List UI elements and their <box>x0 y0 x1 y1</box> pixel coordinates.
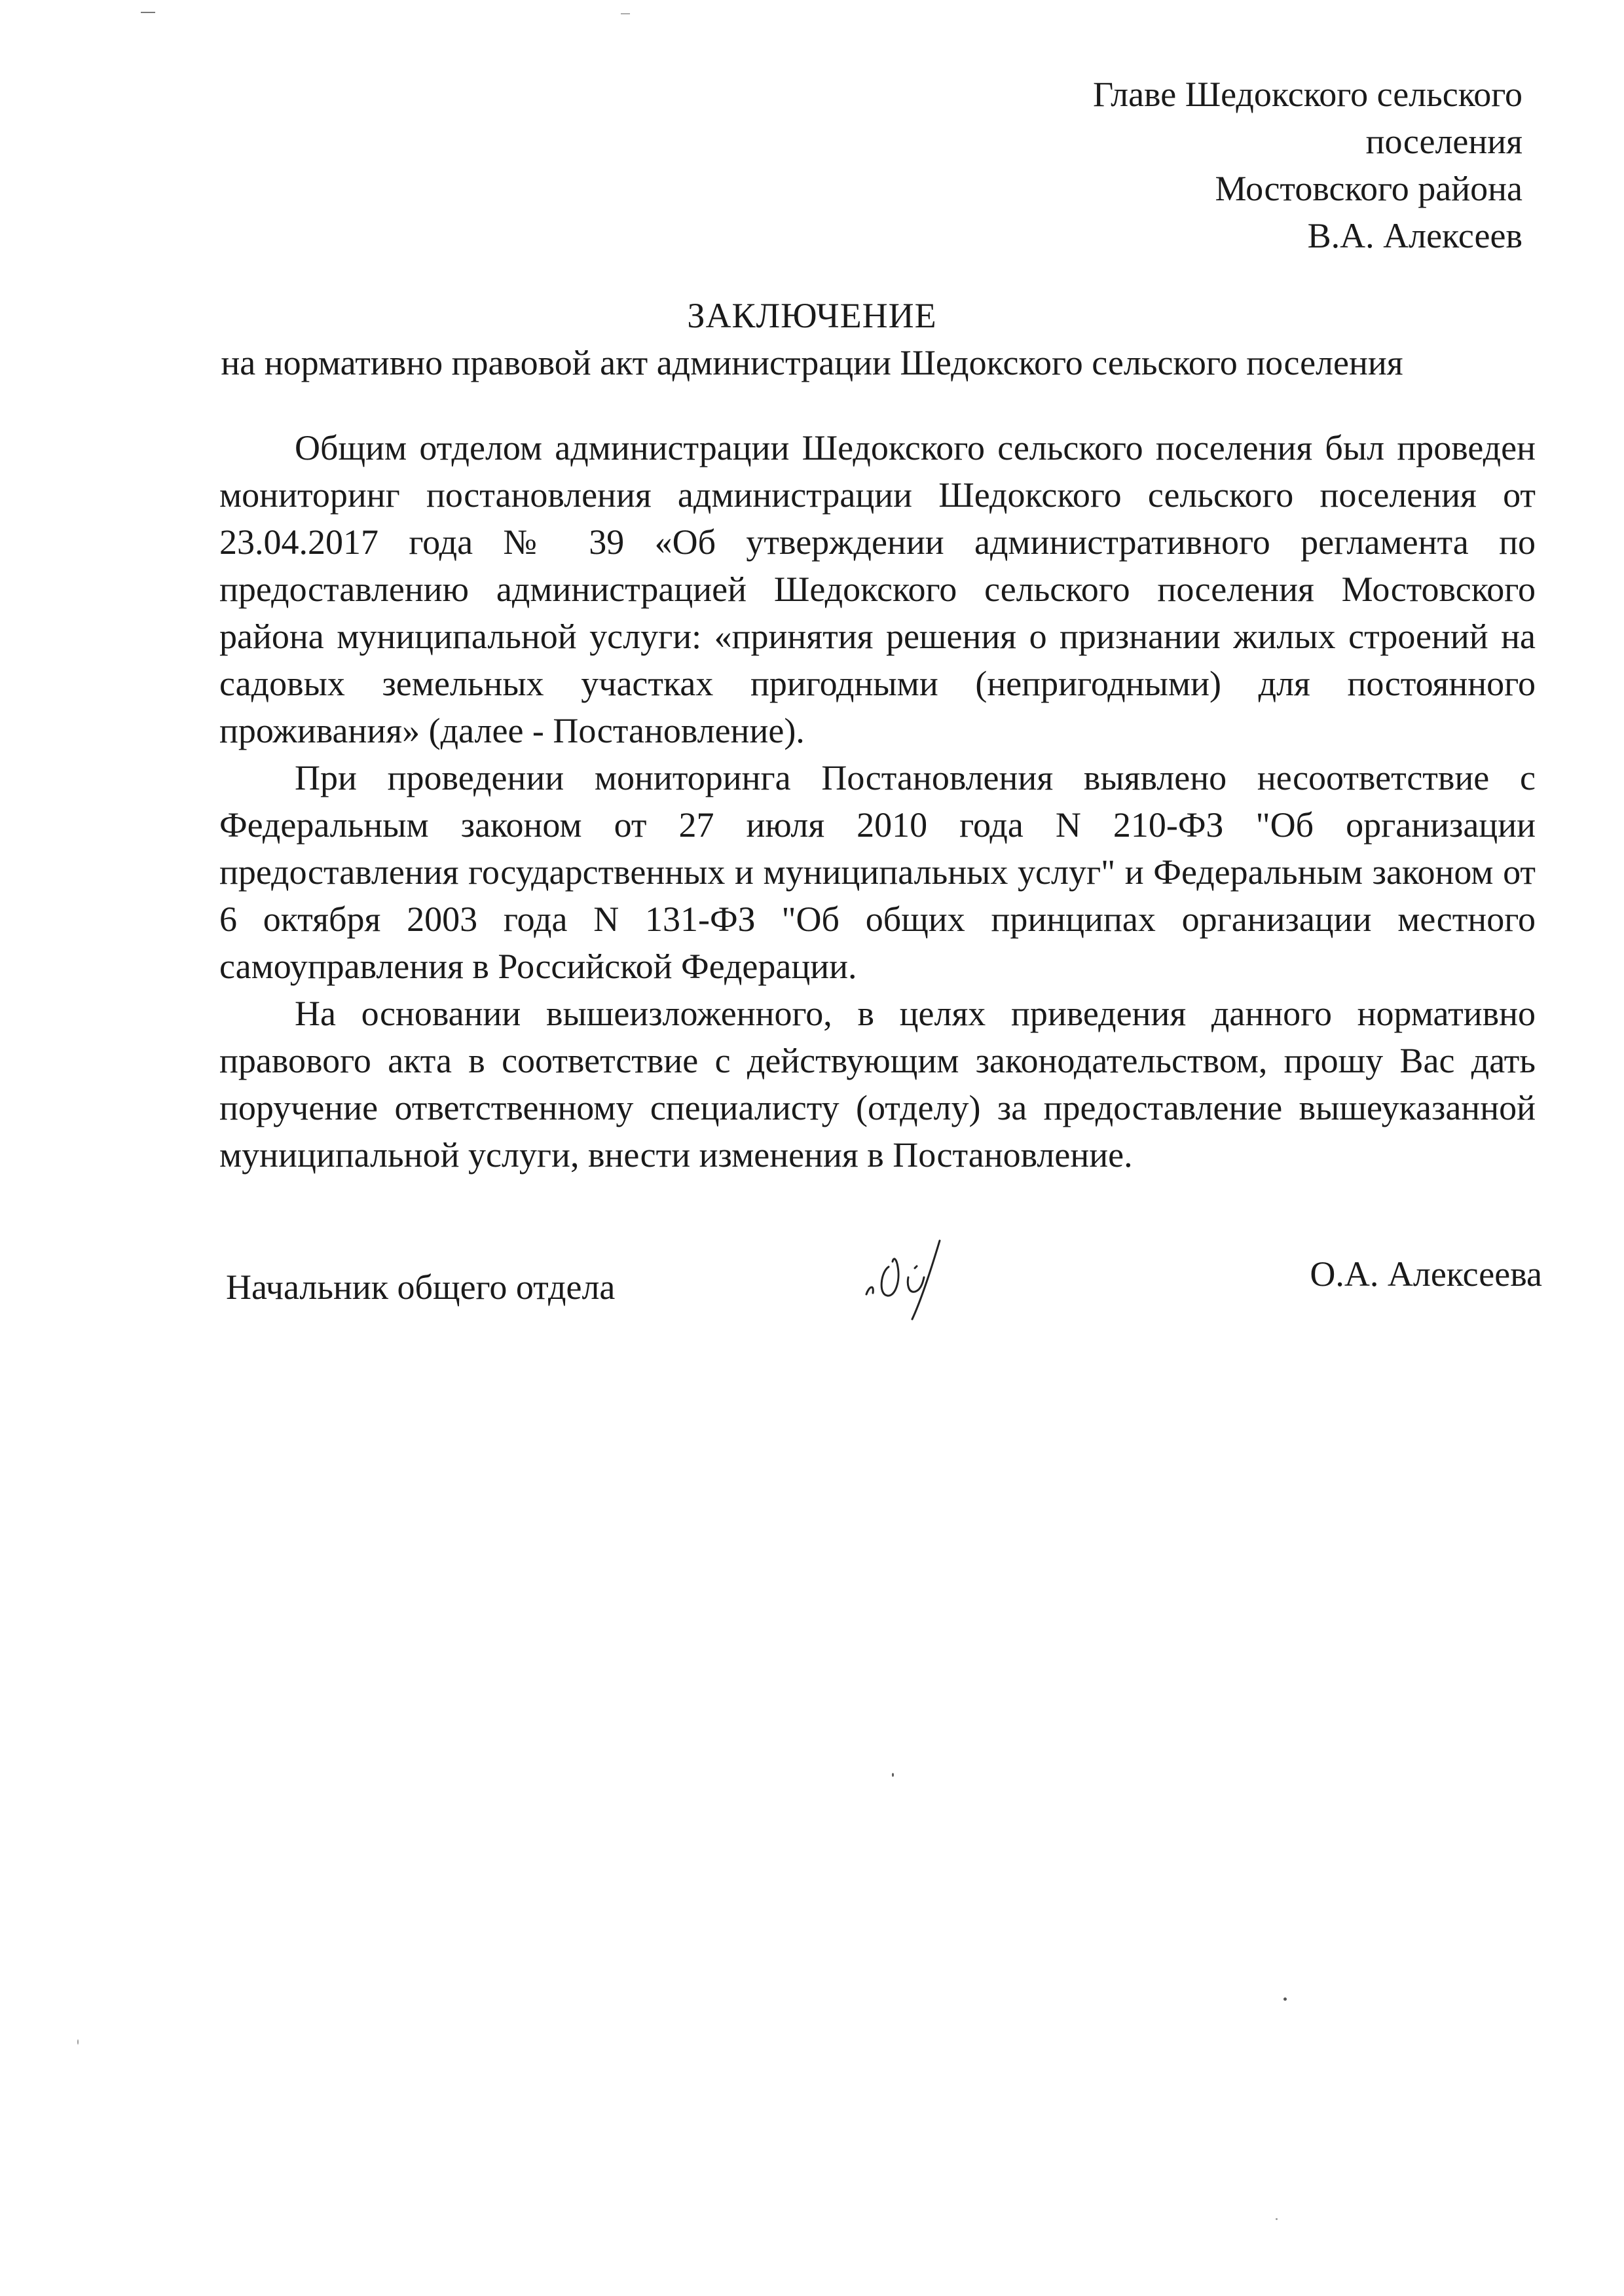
scan-mark <box>621 13 630 14</box>
handwritten-signature <box>855 1221 966 1332</box>
addressee-name: В.А. Алексеев <box>1307 216 1522 255</box>
scan-speck <box>77 2039 79 2045</box>
paragraph: Общим отделом администрации Шедокского сельского поселения был проведен мониторинг постановления администрации Шедокского сельского поселения от 23.04.2017 года № 39 «Об утверждении административного регламента по предоставлению администрацией Шедокского сельского поселения Мостовского района муниципальной услуги: «принятия решения о признании жилых строений на садовых земельных участках пригодными (непригодными) для постоянного проживания» (далее - Постановление). <box>219 428 1536 750</box>
document-title: ЗАКЛЮЧЕНИЕ <box>687 296 937 335</box>
scan-speck <box>1276 2218 1278 2220</box>
addressee-block <box>933 71 1522 259</box>
addressee-line: Главе Шедокского сельского <box>1092 75 1522 114</box>
scan-speck <box>892 1773 894 1777</box>
document-body <box>219 424 1536 1178</box>
paragraph: При проведении мониторинга Постановления выявлено несоответствие с Федеральным законом от 27 июля 2010 года N 210-ФЗ "Об организации предоставления государственных и муниципальных услуг" и Федеральным законом от 6 октября 2003 года N 131-ФЗ "Об общих принципах организации местного самоуправления в Российской Федерации. <box>219 758 1536 986</box>
signatory-name: О.А. Алексеева <box>1310 1254 1542 1294</box>
scan-speck <box>1283 1997 1287 2001</box>
signature-block <box>226 1250 1542 1329</box>
addressee-line: поселения <box>1365 122 1522 161</box>
signatory-position: Начальник общего отдела <box>226 1267 616 1307</box>
paragraph: На основании вышеизложенного, в целях приведения данного нормативно правового акта в соответствие с действующим законодательством, прошу Вас дать поручение ответственному специалисту (отделу) за предоставление вышеуказанной муниципальной услуги, внести изменения в Постановление. <box>219 994 1536 1175</box>
addressee-line: Мостовского района <box>1215 169 1522 208</box>
document-subtitle: на нормативно правовой акт администрации Шедокского сельского поселения <box>221 343 1403 382</box>
scan-mark <box>141 12 155 13</box>
